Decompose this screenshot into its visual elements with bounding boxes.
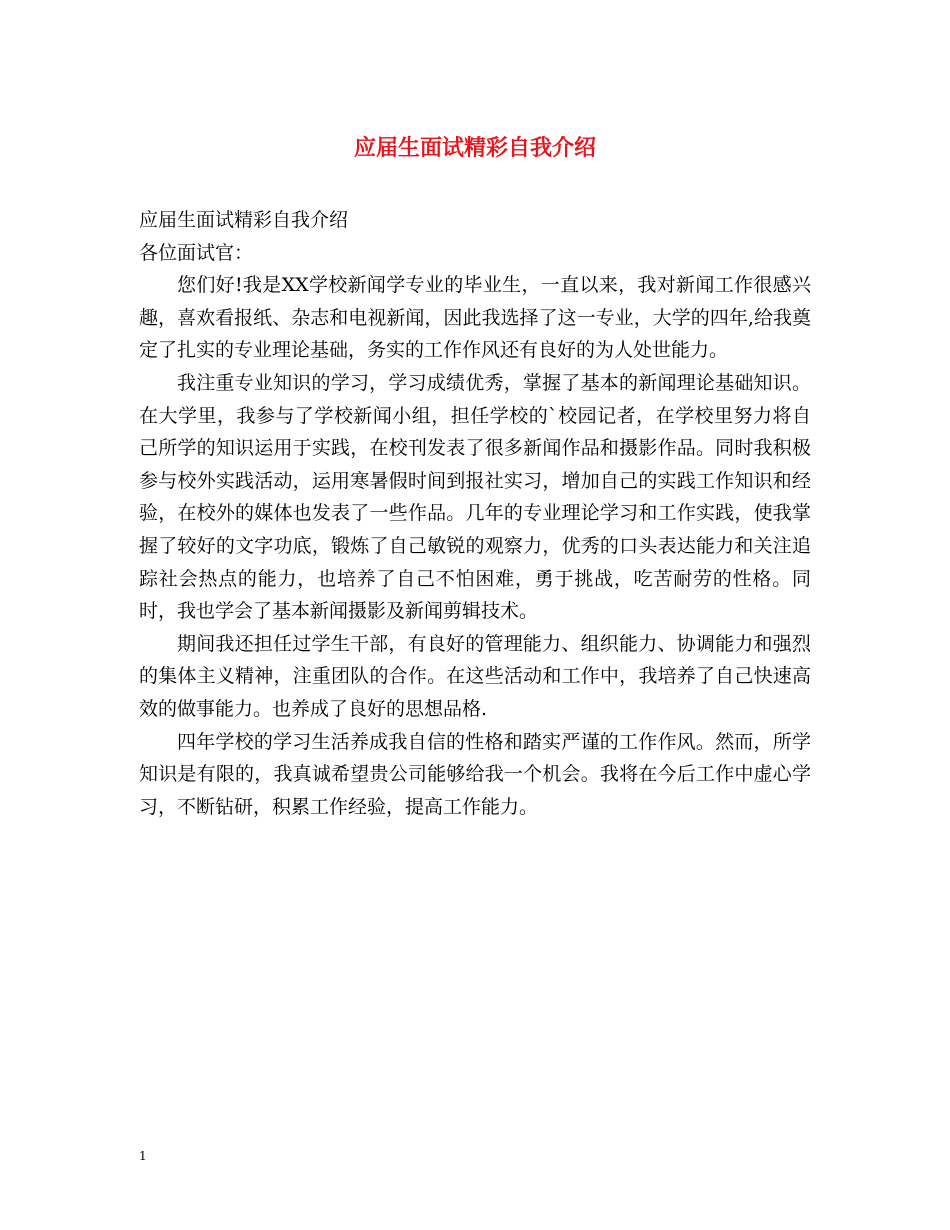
paragraph-4: 四年学校的学习生活养成我自信的性格和踏实严谨的工作作风。然而，所学知识是有限的，我真诚希望贵公司能够给我一个机会。我将在今后工作中虚心学习，不断钻研，积累工作经验，提高工作能力。 — [139, 730, 811, 818]
salutation: 各位面试官： — [139, 241, 254, 264]
body-heading: 应届生面试精彩自我介绍 — [139, 209, 349, 231]
page-number: 1 — [139, 1149, 147, 1163]
paragraph-2: 我注重专业知识的学习，学习成绩优秀，掌握了基本的新闻理论基础知识。在大学里，我参与了学校新闻小组，担任学校的`校园记者，在学校里努力将自己所学的知识运用于实践，在校刊发表了很多新闻作品和摄影作品。同时我积极参与校外实践活动，运用寒暑假时间到报社实习，增加自己的实践工作知识和经验，在校外的媒体也发表了一些作品。几年的专业理论学习和工作实践，使我掌握了较好的文字功底，锻炼了自己敏锐的观察力，优秀的口头表达能力和关注追踪社会热点的能力，也培养了自己不怕困难，勇于挑战，吃苦耐劳的性格。同时，我也学会了基本新闻摄影及新闻剪辑技术。 — [139, 371, 811, 623]
paragraph-1: 您们好!我是XX学校新闻学专业的毕业生，一直以来，我对新闻工作很感兴趣，喜欢看报纸、杂志和电视新闻，因此我选择了这一专业，大学的四年,给我奠定了扎实的专业理论基础，务实的工作作风还有良好的为人处世能力。 — [139, 274, 811, 362]
document-title: 应届生面试精彩自我介绍 — [353, 135, 596, 161]
paragraph-3: 期间我还担任过学生干部，有良好的管理能力、组织能力、协调能力和强烈的集体主义精神，注重团队的合作。在这些活动和工作中，我培养了自己快速高效的做事能力。也养成了良好的思想品格. — [139, 632, 811, 720]
document-body — [139, 204, 811, 823]
